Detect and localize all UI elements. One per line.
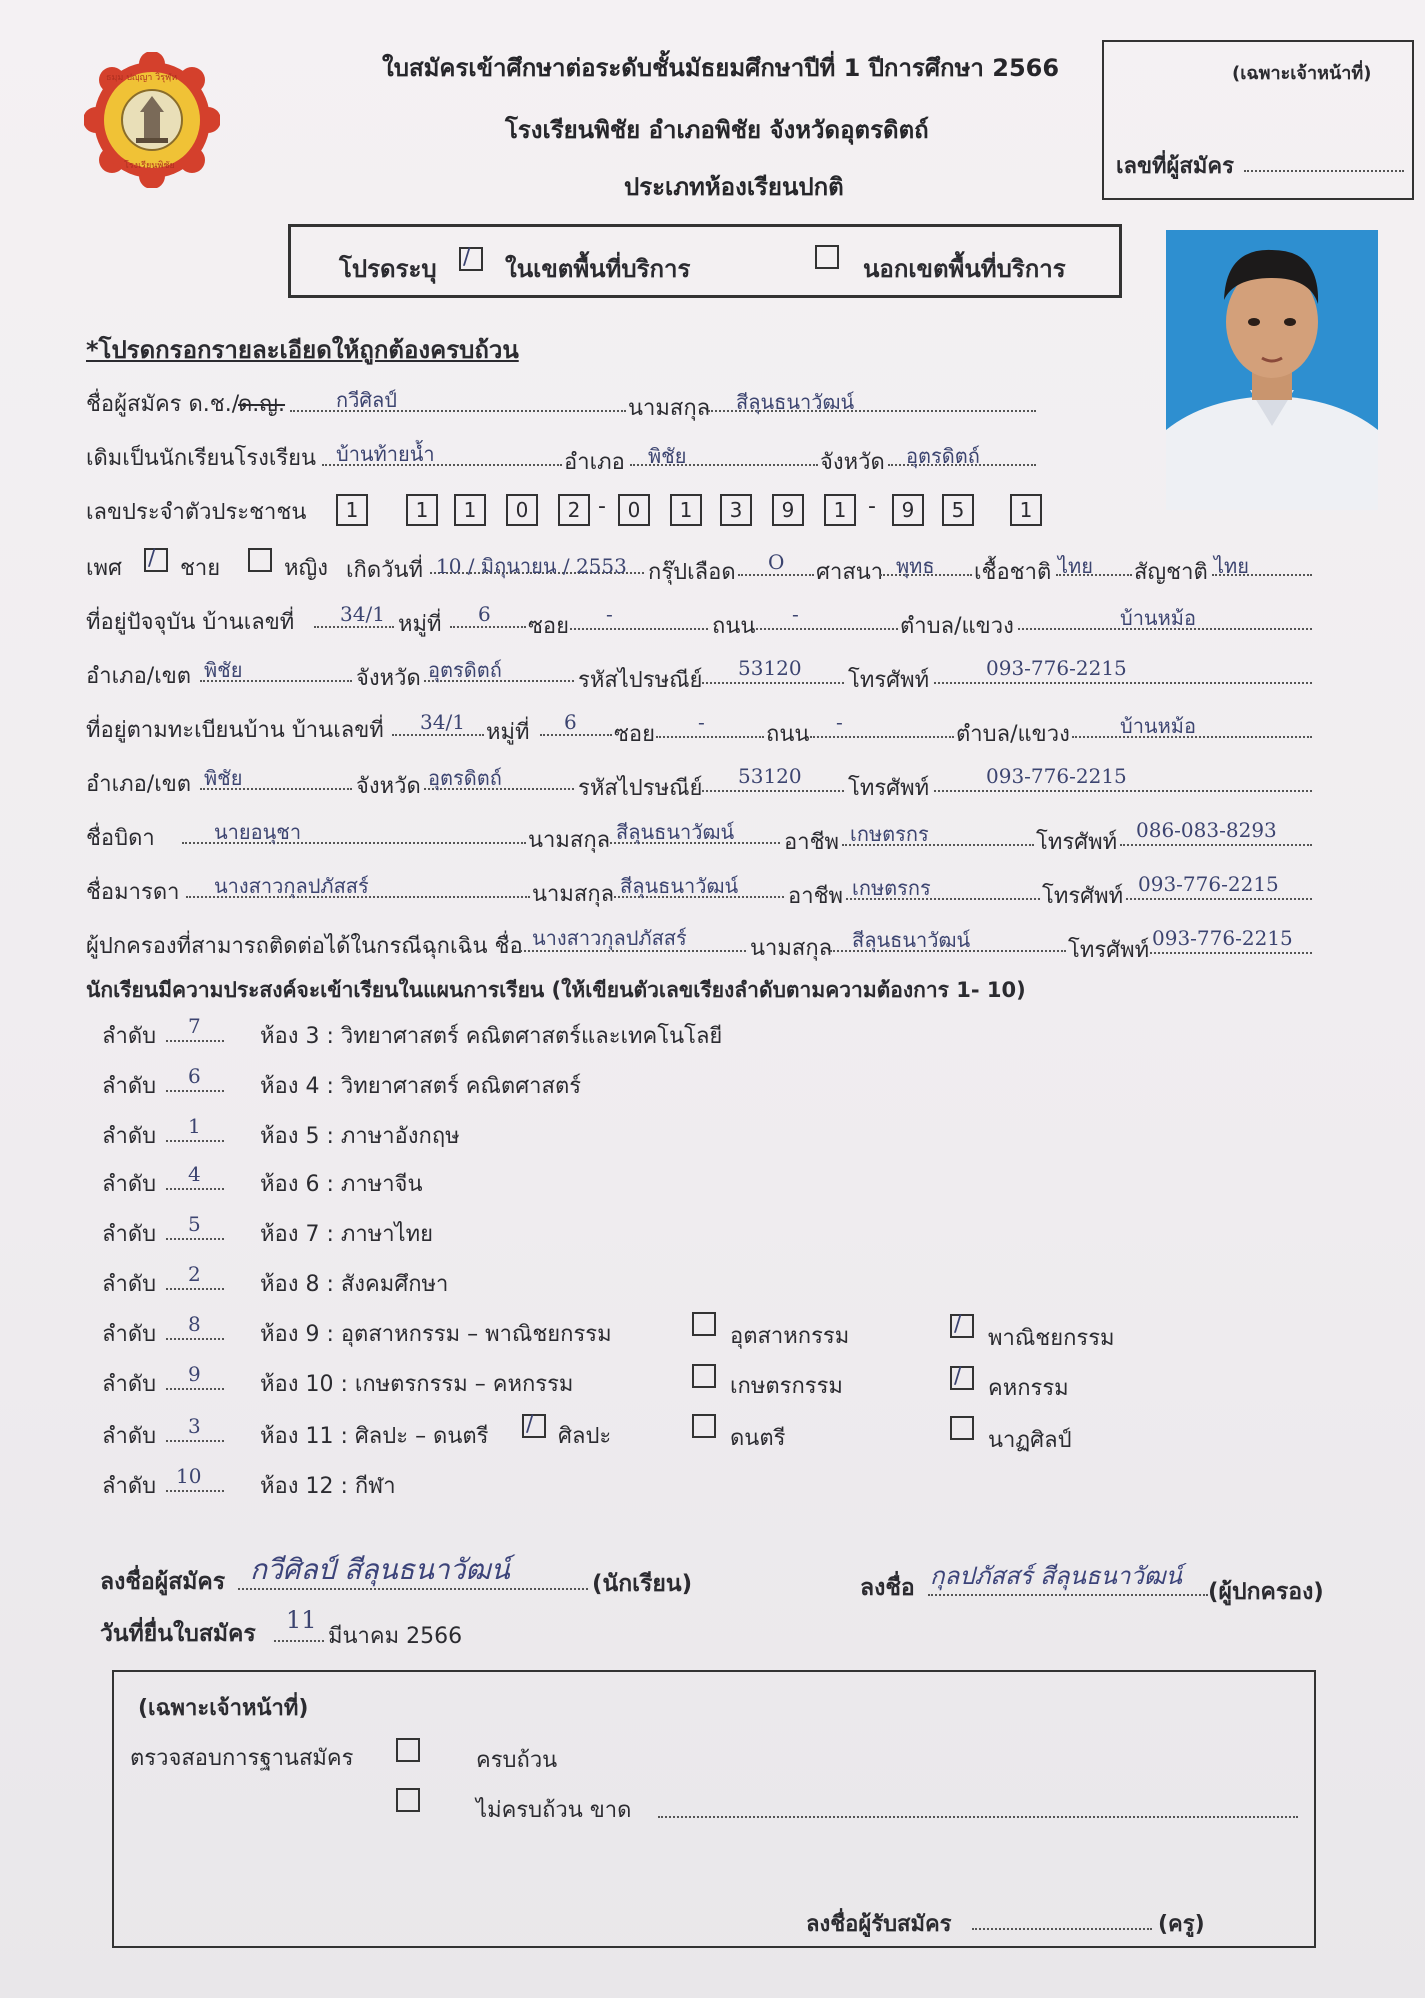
current-house-value: 34/1 [340, 602, 385, 626]
nationality-value: ไทย [1214, 554, 1249, 578]
applicant-role: (นักเรียน) [592, 1571, 693, 1597]
applicant-number-label: เลขที่ผู้สมัคร [1116, 154, 1234, 179]
father-job-value: เกษตรกร [850, 822, 929, 846]
rank-value: 10 [176, 1464, 202, 1488]
registered-house-value: 34/1 [420, 710, 465, 734]
registered-subdistrict-value: บ้านหม้อ [1120, 714, 1196, 738]
registered-postcode-label: รหัสไปรษณีย์ [578, 776, 703, 801]
registered-moo-field[interactable] [540, 734, 612, 736]
service-area-box [288, 224, 1122, 298]
applicant-sign-label: ลงชื่อผู้สมัคร [100, 1569, 226, 1595]
rank-label: ลำดับ [102, 1024, 157, 1049]
mother-job-value: เกษตรกร [852, 876, 931, 900]
surname-value: สีลุนธนาวัฒน์ [736, 390, 855, 414]
rank-label: ลำดับ [102, 1474, 157, 1499]
id-separator: - [598, 494, 606, 519]
current-phone-value: 093-776-2215 [986, 656, 1127, 680]
id-separator: - [868, 494, 876, 519]
dob-label: เกิดวันที่ [346, 558, 424, 583]
current-postcode-label: รหัสไปรษณีย์ [578, 668, 703, 693]
registered-district-value: พิชัย [204, 766, 243, 790]
id-digit[interactable]: 2 [558, 494, 590, 526]
room-label: ห้อง 12 : กีฬา [260, 1474, 396, 1499]
blood-value: O [768, 550, 785, 574]
id-digit[interactable]: 9 [892, 494, 924, 526]
registered-phone-value: 093-776-2215 [986, 764, 1127, 788]
officer-only-note: (เฉพาะเจ้าหน้าที่) [1232, 63, 1372, 84]
check-mark-icon: / [954, 1312, 962, 1337]
rank-field[interactable] [166, 1140, 224, 1142]
title-struck: ด.ญ. [238, 392, 286, 417]
rank-field[interactable] [166, 1440, 224, 1442]
outside-area-checkbox[interactable] [815, 245, 839, 269]
complete-label: ครบถ้วน [476, 1748, 558, 1773]
mother-phone-value: 093-776-2215 [1138, 872, 1279, 896]
rank-value: 3 [188, 1414, 201, 1438]
registered-province-label: จังหวัด [356, 774, 421, 799]
instruction-text: *โปรดกรอกรายละเอียดให้ถูกต้องครบถ้วน [86, 336, 519, 364]
room-label: ห้อง 9 : อุตสาหกรรม – พาณิชยกรรม [260, 1322, 612, 1347]
previous-school-value: บ้านท้ายน้ำ [336, 442, 435, 466]
room-label: ห้อง 8 : สังคมศึกษา [260, 1272, 449, 1297]
dance-checkbox[interactable] [950, 1416, 974, 1440]
rank-label: ลำดับ [102, 1424, 157, 1449]
male-label: ชาย [180, 556, 221, 581]
registered-moo-value: 6 [564, 710, 577, 734]
rank-label: ลำดับ [102, 1124, 157, 1149]
logo-top-text: ธมฺม ปญฺญา วิรุฬฺห [106, 73, 178, 83]
current-phone-label: โทรศัพท์ [848, 668, 930, 693]
father-surname-label: นามสกุล [528, 828, 611, 853]
father-phone-label: โทรศัพท์ [1036, 830, 1118, 855]
registered-road-field[interactable] [810, 736, 954, 738]
missing-items-field[interactable] [658, 1816, 1298, 1818]
current-address-label: ที่อยู่ปัจจุบัน บ้านเลขที่ [86, 610, 295, 635]
room-label: ห้อง 4 : วิทยาศาสตร์ คณิตศาสตร์ [260, 1074, 582, 1099]
id-digit[interactable]: 1 [1010, 494, 1042, 526]
rank-field[interactable] [166, 1040, 224, 1042]
study-plan-heading: นักเรียนมีความประสงค์จะเข้าเรียนในแผนการเรียน (ให้เขียนตัวเลขเรียงลำดับตามความต้องการ 1- 10) [86, 978, 1026, 1002]
id-digit[interactable]: 1 [336, 494, 368, 526]
room-label: ห้อง 10 : เกษตรกรรม – คหกรรม [260, 1372, 574, 1397]
current-district-label: อำเภอ/เขต [86, 664, 192, 689]
submit-day-field[interactable] [274, 1640, 324, 1642]
id-digit[interactable]: 1 [406, 494, 438, 526]
religion-label: ศาสนา [816, 560, 884, 585]
check-mark-icon: / [954, 1364, 962, 1389]
current-soi-field[interactable] [570, 628, 708, 630]
officer-section-heading: (เฉพาะเจ้าหน้าที่) [138, 1696, 309, 1721]
prev-district-label: อำเภอ [564, 450, 625, 475]
race-value: ไทย [1058, 554, 1093, 578]
father-label: ชื่อบิดา [86, 826, 155, 851]
first-name-value: กวีศิลป์ [336, 388, 397, 412]
music-label: ดนตรี [730, 1426, 786, 1451]
current-moo-field[interactable] [450, 626, 526, 628]
incomplete-label: ไม่ครบถ้วน ขาด [476, 1798, 632, 1823]
rank-label: ลำดับ [102, 1222, 157, 1247]
mother-job-label: อาชีพ [788, 884, 843, 909]
officer-section [112, 1670, 1316, 1948]
rank-field[interactable] [166, 1188, 224, 1190]
mother-surname-label: นามสกุล [532, 882, 615, 907]
registered-soi-label: ซอย [614, 722, 656, 747]
mother-name-value: นางสาวกุลปภัสสร์ [214, 874, 369, 898]
current-province-label: จังหวัด [356, 666, 421, 691]
receiver-sign-label: ลงชื่อผู้รับสมัคร [806, 1912, 952, 1937]
registered-phone-field[interactable] [934, 790, 1312, 792]
race-label: เชื้อชาติ [974, 560, 1052, 585]
rank-label: ลำดับ [102, 1372, 157, 1397]
rank-field[interactable] [166, 1338, 224, 1340]
check-mark-icon: / [526, 1412, 534, 1437]
school-name: โรงเรียนพิชัย อำเภอพิชัย จังหวัดอุตรดิตถ์ [505, 116, 929, 144]
dance-label: นาฏศิลป์ [988, 1428, 1072, 1453]
commerce-label: พาณิชยกรรม [988, 1326, 1115, 1351]
complete-checkbox[interactable] [396, 1738, 420, 1762]
father-name-value: นายอนุชา [214, 820, 302, 844]
home-economics-label: คหกรรม [988, 1376, 1069, 1401]
form-title: ใบสมัครเข้าศึกษาต่อระดับชั้นมัธยมศึกษาปีที่ 1 ปีการศึกษา 2566 [382, 54, 1060, 82]
guardian-phone-label: โทรศัพท์ [1068, 938, 1150, 963]
current-postcode-field[interactable] [702, 682, 844, 684]
current-moo-value: 6 [478, 602, 491, 626]
rank-label: ลำดับ [102, 1322, 157, 1347]
rank-value: 5 [188, 1212, 201, 1236]
document-check-label: ตรวจสอบการฐานสมัคร [130, 1746, 354, 1771]
rank-label: ลำดับ [102, 1172, 157, 1197]
home-economics-checkbox[interactable] [950, 1366, 974, 1390]
father-job-label: อาชีพ [784, 830, 839, 855]
receiver-role: (ครู) [1158, 1912, 1205, 1937]
rank-label: ลำดับ [102, 1272, 157, 1297]
registered-moo-label: หมู่ที่ [486, 720, 530, 745]
registered-soi-value: - [698, 710, 705, 734]
current-road-label: ถนน [712, 614, 756, 639]
guardian-sign-label: ลงชื่อ [860, 1575, 915, 1601]
current-province-value: อุตรดิตถ์ [428, 658, 502, 682]
id-digit[interactable]: 0 [506, 494, 538, 526]
current-road-value: - [792, 602, 799, 626]
registered-province-value: อุตรดิตถ์ [428, 766, 502, 790]
guardian-signature: กุลปภัสสร์ สีลุนธนาวัฒน์ [930, 1562, 1182, 1590]
prev-province-value: อุตรดิตถ์ [906, 444, 980, 468]
rank-value: 1 [188, 1114, 201, 1138]
registered-house-field[interactable] [392, 734, 484, 736]
sex-label: เพศ [86, 556, 122, 581]
registered-district-label: อำเภอ/เขต [86, 772, 192, 797]
guardian-name-value: นางสาวกุลปภัสสร์ [532, 926, 687, 950]
music-checkbox[interactable] [692, 1414, 716, 1438]
father-phone-value: 086-083-8293 [1136, 818, 1277, 842]
male-checkbox[interactable] [144, 548, 168, 572]
industry-label: อุตสาหกรรม [730, 1324, 850, 1349]
registered-address-label: ที่อยู่ตามทะเบียนบ้าน บ้านเลขที่ [86, 718, 384, 743]
id-digit[interactable]: 5 [942, 494, 974, 526]
previous-school-label: เดิมเป็นนักเรียนโรงเรียน [86, 446, 317, 471]
registered-road-value: - [836, 710, 843, 734]
applicant-photo [1166, 230, 1378, 510]
religion-value: พุทธ [896, 554, 935, 578]
current-house-field[interactable] [314, 626, 394, 628]
id-digit[interactable]: 1 [454, 494, 486, 526]
rank-value: 7 [188, 1014, 201, 1038]
rank-value: 9 [188, 1362, 201, 1386]
current-soi-label: ซอย [528, 614, 570, 639]
logo-bottom-text: โรงเรียนพิชัย [124, 161, 175, 171]
guardian-phone-field[interactable] [1150, 952, 1312, 954]
rank-field[interactable] [166, 1090, 224, 1092]
registered-soi-field[interactable] [656, 736, 764, 738]
current-subdistrict-label: ตำบล/แขวง [900, 614, 1014, 639]
mother-phone-label: โทรศัพท์ [1042, 884, 1124, 909]
room-label: ห้อง 11 : ศิลปะ – ดนตรี [260, 1424, 489, 1449]
guardian-label: ผู้ปกครองที่สามารถติดต่อได้ในกรณีฉุกเฉิน ชื่อ [86, 934, 523, 959]
inside-area-label: ในเขตพื้นที่บริการ [505, 255, 691, 283]
id-digit[interactable]: 9 [772, 494, 804, 526]
rank-value: 8 [188, 1312, 201, 1336]
service-area-label: โปรดระบุ [339, 255, 437, 283]
current-phone-field[interactable] [934, 682, 1312, 684]
rank-field[interactable] [166, 1490, 224, 1492]
prev-district-value: พิชัย [648, 444, 687, 468]
current-soi-value: - [606, 602, 613, 626]
surname-label: นามสกุล [628, 396, 711, 421]
guardian-surname-value: สีลุนธนาวัฒน์ [852, 928, 971, 952]
applicant-signature: กวีศิลป์ สีลุนธนาวัฒน์ [250, 1553, 510, 1586]
check-mark-icon: / [463, 245, 471, 270]
industry-checkbox[interactable] [692, 1312, 716, 1336]
class-type: ประเภทห้องเรียนปกติ [624, 173, 844, 201]
outside-area-label: นอกเขตพื้นที่บริการ [863, 255, 1066, 283]
current-district-value: พิชัย [204, 658, 243, 682]
room-label: ห้อง 5 : ภาษาอังกฤษ [260, 1124, 460, 1149]
guardian-phone-value: 093-776-2215 [1152, 926, 1293, 950]
room-label: ห้อง 7 : ภาษาไทย [260, 1222, 434, 1247]
agriculture-checkbox[interactable] [692, 1364, 716, 1388]
guardian-role: (ผู้ปกครอง) [1208, 1579, 1324, 1605]
guardian-surname-label: นามสกุล [750, 936, 833, 961]
applicant-name-label: ชื่อผู้สมัคร ด.ช./ [86, 392, 240, 417]
female-label: หญิง [284, 556, 328, 581]
current-moo-label: หมู่ที่ [398, 612, 442, 637]
submit-date-label: วันที่ยื่นใบสมัคร [100, 1621, 256, 1647]
rank-value: 2 [188, 1262, 201, 1286]
submit-month-year: มีนาคม 2566 [328, 1624, 463, 1649]
submit-day-value: 11 [286, 1606, 317, 1634]
blood-field[interactable] [738, 574, 814, 576]
id-digit[interactable]: 1 [670, 494, 702, 526]
nationality-label: สัญชาติ [1134, 560, 1208, 585]
rank-value: 4 [188, 1162, 201, 1186]
rank-field[interactable] [166, 1288, 224, 1290]
father-phone-field[interactable] [1120, 844, 1312, 846]
registered-road-label: ถนน [766, 722, 810, 747]
current-road-field[interactable] [756, 628, 898, 630]
id-digit[interactable]: 1 [824, 494, 856, 526]
blood-label: กรุ๊ปเลือด [648, 560, 736, 585]
rank-field[interactable] [166, 1238, 224, 1240]
current-subdistrict-value: บ้านหม้อ [1120, 606, 1196, 630]
registered-postcode-value: 53120 [738, 764, 802, 788]
id-digit[interactable]: 3 [720, 494, 752, 526]
registered-subdistrict-label: ตำบล/แขวง [956, 722, 1070, 747]
school-logo [84, 52, 220, 188]
dob-value: 10 / มิถุนายน / 2553 [436, 554, 627, 578]
rank-label: ลำดับ [102, 1074, 157, 1099]
current-postcode-value: 53120 [738, 656, 802, 680]
registered-phone-label: โทรศัพท์ [848, 776, 930, 801]
agriculture-label: เกษตรกรรม [730, 1374, 843, 1399]
father-surname-value: สีลุนธนาวัฒน์ [616, 820, 735, 844]
rank-value: 6 [188, 1064, 201, 1088]
mother-phone-field[interactable] [1126, 898, 1312, 900]
art-checkbox[interactable] [522, 1414, 546, 1438]
id-digit[interactable]: 0 [618, 494, 650, 526]
check-mark-icon: / [148, 546, 156, 571]
room-label: ห้อง 3 : วิทยาศาสตร์ คณิตศาสตร์และเทคโนโลยี [260, 1024, 723, 1049]
applicant-number-field[interactable] [1244, 170, 1404, 172]
inside-area-checkbox[interactable] [459, 247, 483, 271]
mother-label: ชื่อมารดา [86, 880, 180, 905]
commerce-checkbox[interactable] [950, 1314, 974, 1338]
prev-province-label: จังหวัด [820, 450, 885, 475]
mother-surname-value: สีลุนธนาวัฒน์ [620, 874, 739, 898]
art-label: ศิลปะ [558, 1424, 612, 1449]
rank-field[interactable] [166, 1388, 224, 1390]
room-label: ห้อง 6 : ภาษาจีน [260, 1172, 423, 1197]
female-checkbox[interactable] [248, 548, 272, 572]
incomplete-checkbox[interactable] [396, 1788, 420, 1812]
registered-postcode-field[interactable] [702, 790, 844, 792]
national-id-label: เลขประจำตัวประชาชน [86, 500, 307, 525]
officer-number-box [1102, 40, 1414, 200]
receiver-sign-field[interactable] [972, 1928, 1152, 1930]
